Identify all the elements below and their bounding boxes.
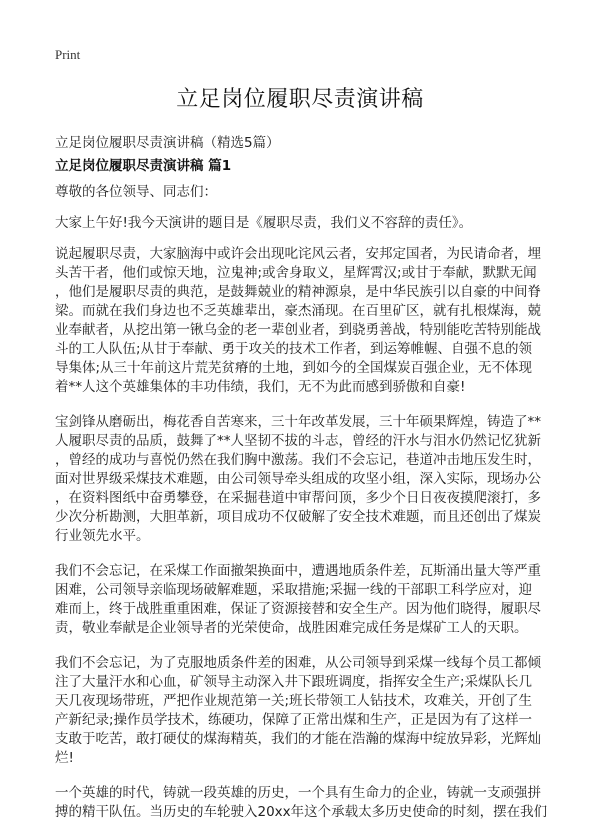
paragraph-line: 搏的精干队伍。当历史的车轮驶入20xx年这个承载太多历史使命的时刻，摆在我们 (55, 804, 548, 820)
intro-line: 大家上午好!我今天演讲的题目是《履职尽责，我们义不容辞的责任》。 (55, 215, 473, 231)
paragraph-line: 面对世界级采煤技术难题，由公司领导牵头组成的攻坚小组，深入实际，现场办公 (55, 471, 541, 487)
paragraph-line: 注了大量汗水和心血，矿领导主动深入井下跟班调度，指挥安全生产;采煤队长几 (55, 674, 533, 690)
paragraph-line: 斗的工人队伍;从甘于奉献、勇于攻关的技术工作者，到运筹帷幄、自强不息的领 (55, 341, 533, 357)
paragraph-line: 产新纪录;操作员学技术，练硬功，保障了正常出煤和生产，正是因为有了这样一 (55, 712, 533, 728)
paragraph-line: 我们不会忘记，为了克服地质条件差的困难，从公司领导到采煤一线每个员工都倾 (55, 655, 541, 671)
paragraph-line: 着**人这个英雄集体的丰功伟绩，我们，无不为此而感到骄傲和自豪! (55, 379, 466, 395)
paragraph-line: 头苦干者，他们或惊天地，泣鬼神;或舍身取义，星辉霄汉;或甘于奉献，默默无闻 (55, 265, 537, 281)
paragraph-line: 我们不会忘记，在采煤工作面撤架换面中，遭遇地质条件差，瓦斯涌出量大等严重 (55, 563, 541, 579)
paragraph (55, 413, 555, 546)
paragraph-line: 支敢于吃苦，敢打硬仗的煤海精英，我们的才能在浩瀚的煤海中绽放异彩，光辉灿 (55, 731, 541, 747)
document-title: 立足岗位履职尽责演讲稿 (176, 87, 424, 112)
paragraph (55, 784, 555, 822)
paragraph-line: ，在资料图纸中奋勇攀登，在采掘巷道中审帮问顶，多少个日日夜夜摸爬滚打，多 (55, 490, 541, 506)
paragraph-line: 难而上，终于战胜重重困难，保证了资源接替和安全生产。因为他们晓得，履职尽 (55, 601, 541, 617)
paragraph-line: 责，敬业奉献是企业领导者的光荣使命，战胜困难完成任务是煤矿工人的天职。 (55, 620, 528, 636)
paragraph (55, 654, 555, 768)
paragraph (55, 245, 555, 397)
paragraph-line: 宝剑锋从磨砺出，梅花香自苦寒来，三十年改革发展，三十年硕果辉煌，铸造了** (55, 414, 541, 430)
paragraph-line: ，曾经的成功与喜悦仍然在我们胸中激荡。我们不会忘记，巷道冲击地压发生时， (55, 452, 541, 468)
paragraph-line: 烂! (55, 750, 74, 766)
print-link[interactable]: Print (55, 47, 81, 62)
paragraph-line: 业奉献者，从挖出第一锹乌金的老一辈创业者，到骁勇善战，特别能吃苦特别能战 (55, 322, 541, 338)
paragraph-line: 一个英雄的时代，铸就一段英雄的历史，一个具有生命力的企业，铸就一支顽强拼 (55, 785, 541, 801)
paragraph-line: ，他们是履职尽责的典范，是鼓舞兢业的精神源泉，是中华民族引以自豪的中间脊 (55, 284, 541, 300)
paragraph (55, 562, 555, 638)
section-heading: 立足岗位履职尽责演讲稿 篇1 (55, 158, 232, 174)
document-subtitle: 立足岗位履职尽责演讲稿（精选5篇） (55, 135, 280, 151)
paragraph-line: 天几夜现场带班，严把作业规范第一关;班长带领工人钻技术，攻难关，开创了生 (55, 693, 533, 709)
paragraph-line: 行业领先水平。 (55, 528, 150, 544)
document-body (55, 245, 555, 838)
greeting: 尊敬的各位领导、同志们： (55, 184, 217, 200)
paragraph-line: 说起履职尽责，大家脑海中或许会出现叱诧风云者，安邦定国者，为民请命者，埋 (55, 246, 541, 262)
paragraph-line: 梁。而就在我们身边也不乏英雄辈出，豪杰涌现。在百里矿区，就有扎根煤海，兢 (55, 303, 541, 319)
paragraph-line: 困难，公司领导亲临现场破解难题，采取措施;采掘一线的干部职工科学应对，迎 (55, 582, 533, 598)
paragraph-line: 导集体;从三十年前这片荒芜贫瘠的土地，到如今的全国煤炭百强企业，无不体现 (55, 360, 533, 376)
paragraph-line: 少次分析勘测，大胆革新，项目成功不仅破解了安全技术难题，而且还创出了煤炭 (55, 509, 541, 525)
paragraph-line: 人履职尽责的品质，鼓舞了**人坚韧不拔的斗志，曾经的汗水与泪水仍然记忆犹新 (55, 433, 541, 449)
